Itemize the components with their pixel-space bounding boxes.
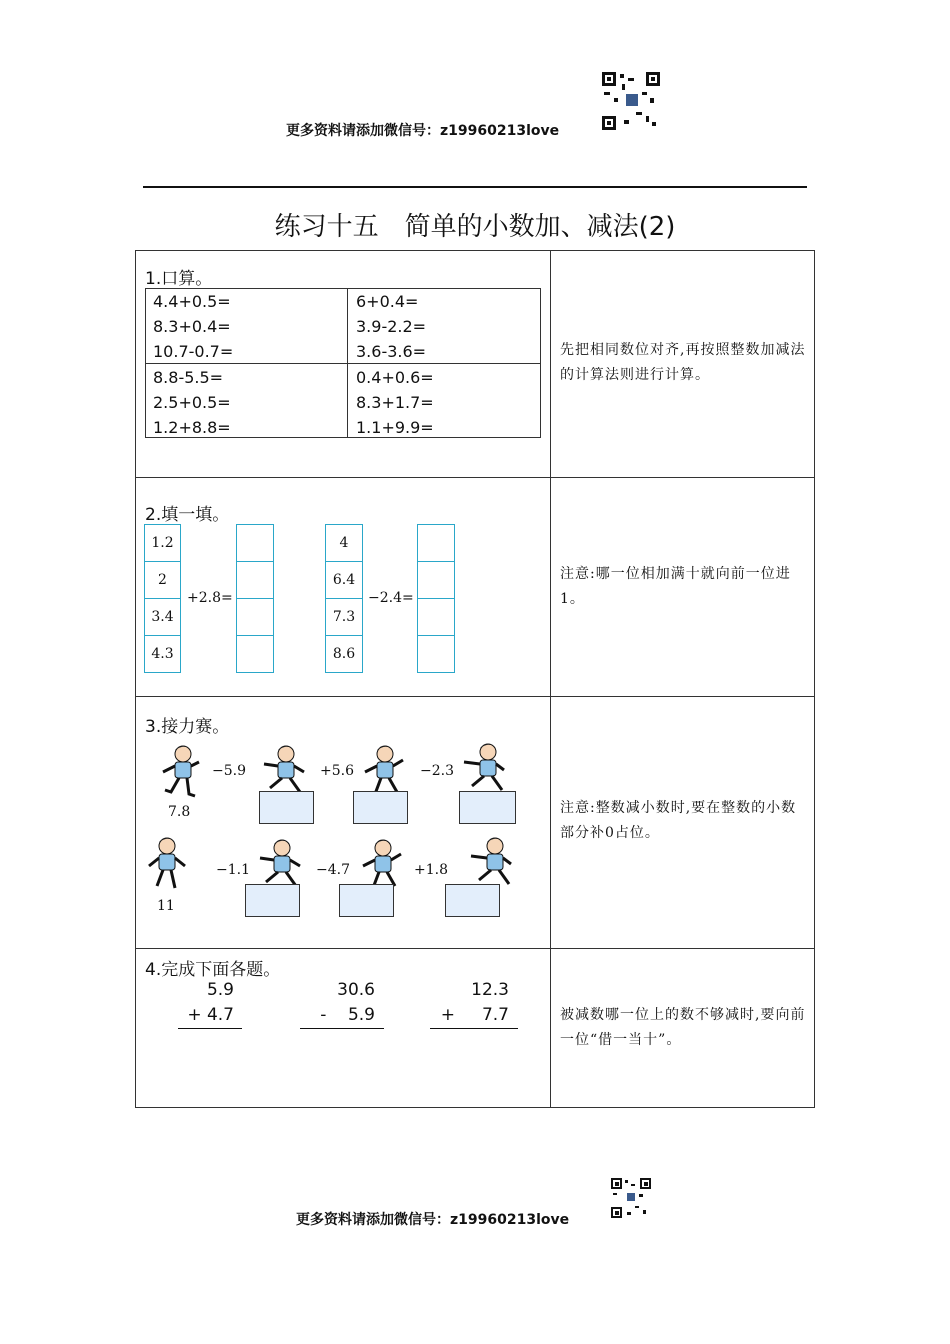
q4-tip: 被减数哪一位上的数不够减时,要向前一位“借一当十”。 [560, 1007, 806, 1048]
relay2-op3: +1.8 [414, 862, 448, 878]
calc-cell-b3: 3.6-3.6= [356, 342, 427, 361]
relay1-answer-2[interactable] [353, 791, 408, 824]
left-input-1: 1.2 [144, 524, 181, 562]
runner-icon [462, 834, 516, 890]
right-input-2: 6.4 [325, 561, 363, 599]
relay2-answer-3[interactable] [445, 884, 500, 917]
vertical-3-line [430, 1028, 518, 1029]
q2-tip: 注意:哪一位相加满十就向前一位进1。 [560, 566, 791, 607]
right-operator: −2.4= [368, 590, 414, 606]
calc-cell-d3: 1.1+9.9= [356, 418, 434, 437]
relay2-answer-2[interactable] [339, 884, 394, 917]
q3-heading: 3.接力赛。 [145, 717, 230, 737]
runner-icon [356, 742, 406, 798]
runner-icon [256, 742, 308, 798]
runner-icon [143, 834, 191, 896]
runner-icon [155, 742, 203, 804]
q2-heading: 2.填一填。 [145, 505, 230, 525]
q4-heading: 4.完成下面各题。 [145, 960, 281, 980]
vertical-1-top: 5.9 [206, 980, 234, 1000]
vertical-3-bottom: + 7.7 [440, 1005, 509, 1025]
left-operator: +2.8= [187, 590, 233, 606]
left-answer-2[interactable] [236, 561, 274, 599]
relay2-op2: −4.7 [316, 862, 350, 878]
q1-tip: 先把相同数位对齐,再按照整数加减法的计算法则进行计算。 [560, 342, 806, 383]
left-answer-4[interactable] [236, 635, 274, 673]
calc-cell-c2: 2.5+0.5= [153, 393, 231, 412]
vertical-2-bottom: - 5.9 [320, 1005, 375, 1025]
vertical-2-line [300, 1028, 384, 1029]
relay1-answer-3[interactable] [459, 791, 516, 824]
header-rule [143, 186, 807, 188]
wechat-note-bottom: 更多资料请添加微信号：z19960213love [296, 1212, 570, 1228]
page-title: 练习十五 简单的小数加、减法(2) [274, 212, 676, 242]
relay2-start: 11 [157, 898, 175, 914]
calc-cell-c3: 1.2+8.8= [153, 418, 231, 437]
right-answer-1[interactable] [417, 524, 455, 562]
wechat-note-top: 更多资料请添加微信号：z19960213love [286, 123, 560, 139]
right-answer-2[interactable] [417, 561, 455, 599]
relay2-op1: −1.1 [216, 862, 250, 878]
relay1-answer-1[interactable] [259, 791, 314, 824]
vertical-2-top: 30.6 [337, 980, 375, 1000]
right-input-1: 4 [325, 524, 363, 562]
relay1-start: 7.8 [168, 804, 191, 820]
calc-cell-d2: 8.3+1.7= [356, 393, 434, 412]
calc-cell-a1: 4.4+0.5= [153, 292, 231, 311]
relay1-op1: −5.9 [212, 763, 246, 779]
left-answer-3[interactable] [236, 598, 274, 636]
row-divider-2 [135, 696, 815, 697]
q1-heading: 1.口算。 [145, 269, 213, 289]
calc-cell-c1: 8.8-5.5= [153, 368, 224, 387]
relay2-answer-1[interactable] [245, 884, 300, 917]
left-answer-1[interactable] [236, 524, 274, 562]
q3-tip: 注意:整数减小数时,要在整数的小数部分补0占位。 [560, 800, 797, 841]
calc-cell-a2: 8.3+0.4= [153, 317, 231, 336]
qr-code-bottom [611, 1178, 651, 1218]
left-input-2: 2 [144, 561, 181, 599]
right-answer-3[interactable] [417, 598, 455, 636]
calc-cell-d1: 0.4+0.6= [356, 368, 434, 387]
calc-cell-b1: 6+0.4= [356, 292, 419, 311]
right-answer-4[interactable] [417, 635, 455, 673]
vertical-3-top: 12.3 [471, 980, 509, 1000]
right-input-4: 8.6 [325, 635, 363, 673]
left-input-3: 3.4 [144, 598, 181, 636]
left-input-4: 4.3 [144, 635, 181, 673]
relay1-op3: −2.3 [420, 763, 454, 779]
calc-cell-b2: 3.9-2.2= [356, 317, 427, 336]
calc-cell-a3: 10.7-0.7= [153, 342, 234, 361]
right-input-3: 7.3 [325, 598, 363, 636]
row-divider-3 [135, 948, 815, 949]
runner-icon [455, 740, 509, 796]
relay1-op2: +5.6 [320, 763, 354, 779]
column-divider [550, 250, 551, 1108]
vertical-1-line [178, 1028, 242, 1029]
vertical-1-bottom: + 4.7 [187, 1005, 234, 1025]
row-divider-1 [135, 477, 815, 478]
qr-code-top [602, 72, 660, 130]
